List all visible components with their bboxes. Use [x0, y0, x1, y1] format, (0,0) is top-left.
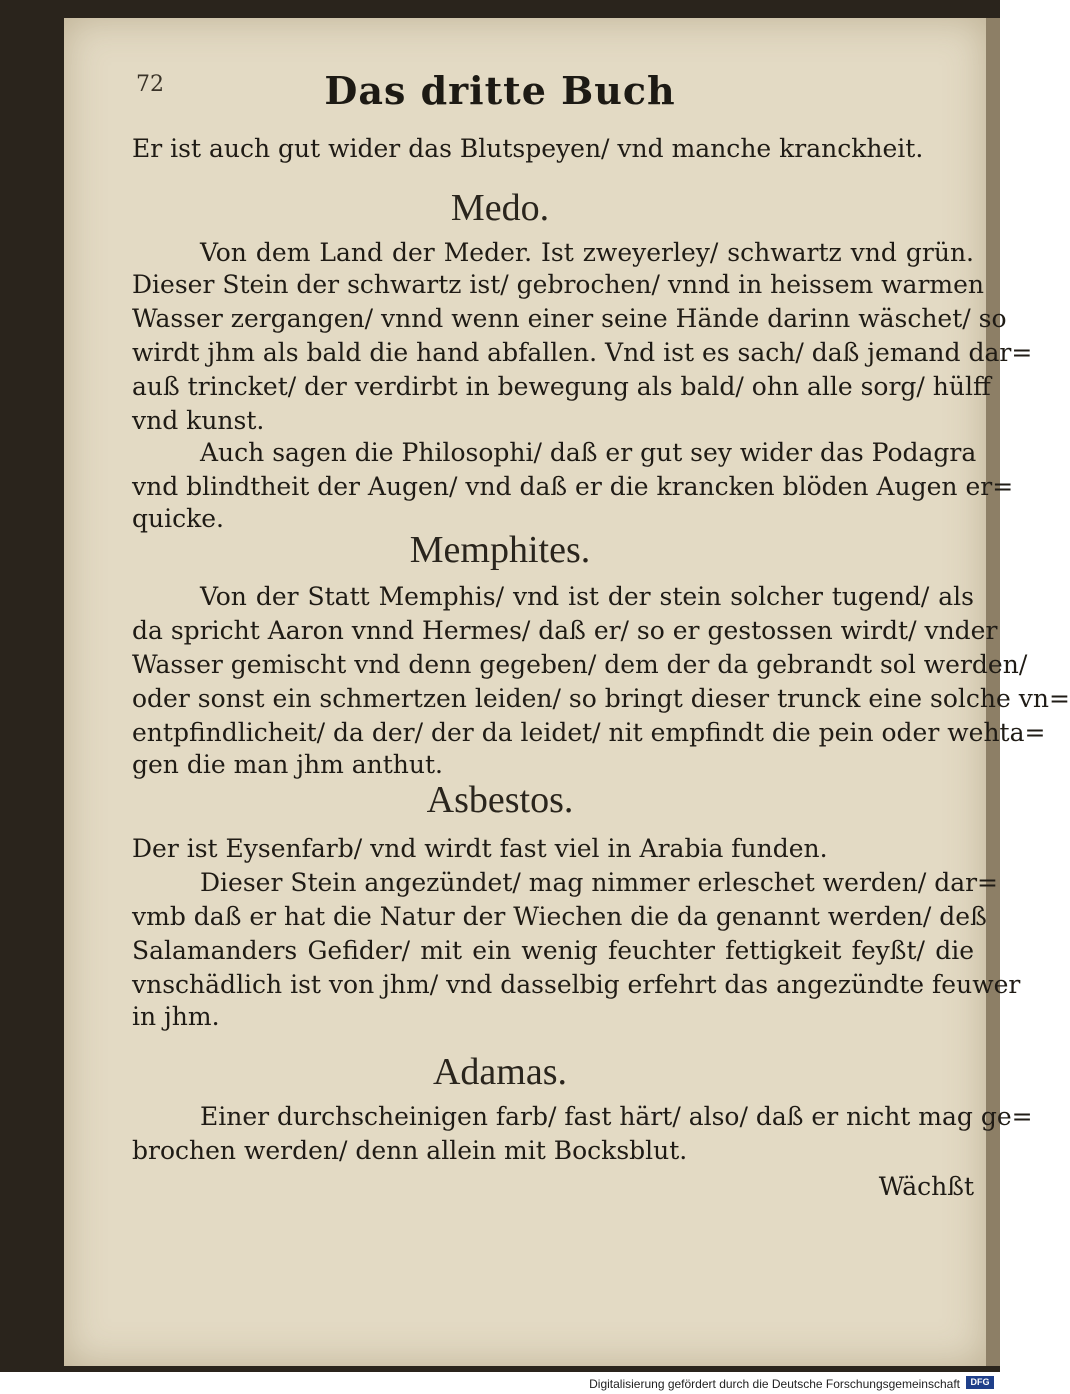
text-line: entpfindlicheit/ da der/ der da leidet/ nit empfindt die pein oder wehta= [132, 718, 1046, 747]
text-line: Von der Statt Memphis/ vnd ist der stein solcher tugend/ als [200, 582, 974, 611]
section-heading-adamas: Adamas. [432, 1051, 568, 1093]
text-line: oder sonst ein schmertzen leiden/ so bringt dieser trunck eine solche vn= [132, 684, 1070, 713]
text-line: vmb daß er hat die Natur der Wiechen die da genannt werden/ deß [132, 902, 987, 931]
catchword: Wächßt [878, 1172, 974, 1201]
folio-number: 72 [136, 72, 164, 97]
text-line: Er ist auch gut wider das Blutspeyen/ vnd manche kranckheit. [132, 134, 924, 163]
text-line: Salamanders Gefider/ mit ein wenig feuchter fettigkeit feyßt/ die [132, 936, 974, 965]
section-heading-memphites: Memphites. [409, 529, 591, 571]
text-line: gen die man jhm anthut. [132, 750, 443, 779]
text-line: vnd blindtheit der Augen/ vnd daß er die krancken blöden Augen er= [132, 472, 1014, 501]
text-line: Dieser Stein der schwartz ist/ gebrochen/ vnnd in heissem warmen [132, 270, 985, 299]
footer-credit: Digitalisierung gefördert durch die Deutsche Forschungsgemeinschaft [589, 1377, 960, 1391]
section-heading-asbestos: Asbestos. [426, 779, 574, 821]
text-line: auß trincket/ der verdirbt in bewegung als bald/ ohn alle sorg/ hülff [132, 372, 991, 401]
text-line: Wasser gemischt vnd denn gegeben/ dem der da gebrandt sol werden/ [132, 650, 1028, 679]
text-line: Von dem Land der Meder. Ist zweyerley/ schwartz vnd grün. [200, 238, 974, 267]
text-line: vnd kunst. [132, 406, 265, 435]
text-line: Dieser Stein angezündet/ mag nimmer erleschet werden/ dar= [200, 868, 998, 897]
text-line: in jhm. [132, 1002, 220, 1031]
text-line: quicke. [132, 504, 224, 533]
dfg-logo-icon: DFG [966, 1376, 994, 1389]
text-line: da spricht Aaron vnnd Hermes/ daß er/ so er gestossen wirdt/ vnder [132, 616, 998, 645]
section-heading-medo: Medo. [450, 187, 550, 229]
text-line: Der ist Eysenfarb/ vnd wirdt fast viel in Arabia funden. [132, 834, 828, 863]
text-line: Wasser zergangen/ vnnd wenn einer seine Hände darinn wäschet/ so [132, 304, 1007, 333]
text-line: Einer durchscheinigen farb/ fast härt/ also/ daß er nicht mag ge= [200, 1102, 1033, 1131]
text-line: Auch sagen die Philosophi/ daß er gut sey wider das Podagra [200, 438, 977, 467]
running-head: Das dritte Buch [324, 68, 676, 113]
text-line: vnschädlich ist von jhm/ vnd dasselbig erfehrt das angezündte feuwer [132, 970, 1021, 999]
text-line: brochen werden/ denn allein mit Bocksblut. [132, 1136, 688, 1165]
text-line: wirdt jhm als bald die hand abfallen. Vnd ist es sach/ daß jemand dar= [132, 338, 1033, 367]
